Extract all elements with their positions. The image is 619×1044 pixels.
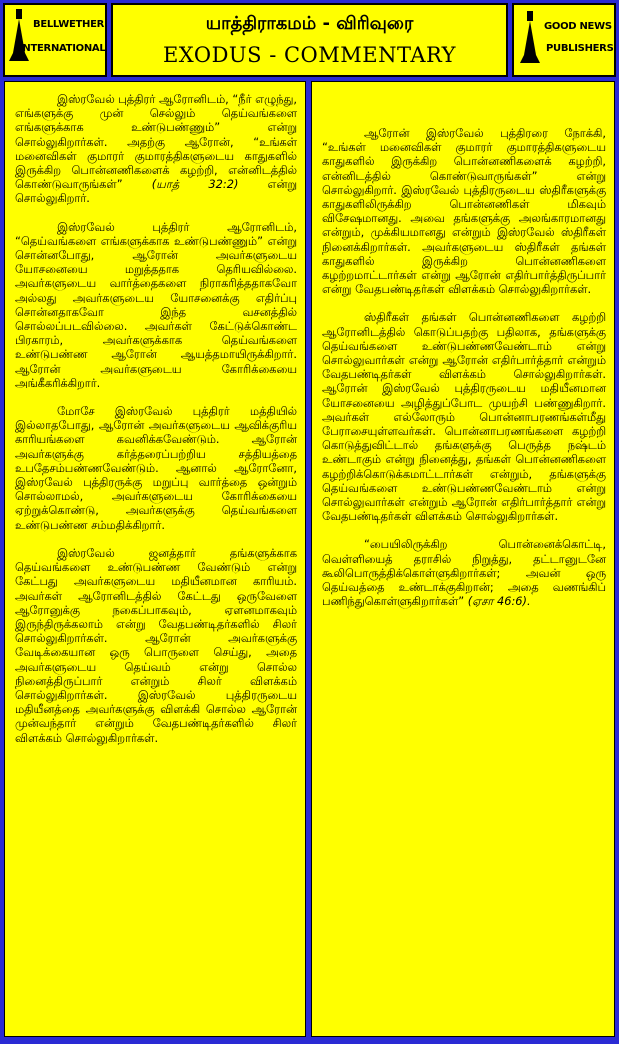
tower-icon: [514, 5, 614, 75]
paragraph-text: இஸ்ரவேல் புத்திரர் ஆரோனிடம், “நீர் எழுந்து, எங்களுக்கு முன் செல்லும் தெய்வங்களை எங்களுக்காக உண்டுபண்ணும்” என்று சொல்லுகிறார்கள். அதற்கு ஆரோன், “உங்கள் மனைவிகள் குமாரர் குமாரத்திகளுடைய காதுகளில் இருக்கிற பொன்னணிகளைக் கழற்றி, என்னிடத்தில் கொண்டுவாருங்கள்”: [15, 92, 298, 192]
paragraph: மோசே இஸ்ரவேல் புத்திரர் மத்தியில் இல்லாதபோது, ஆரோன் அவர்களுடைய ஆவிக்குரிய காரியங்களை கவனிக்கவேண்டும். ஆரோன் அவர்களுக்கு கர்த்தரைப்பற்றிய சத்தியத்தை உபதேசம்பண்ணவேண்டும். ஆனால் ஆரோனோ, இஸ்ரவேல் புத்திரருக்கு மறுப்பு வார்த்தை ஒன்றும் சொல்லாமல், அவர்களுடைய கோரிக்கையை ஏற்றுக்கொண்டு, அவர்களுக்கு தெய்வங்களை உண்டுபண்ண சம்மதிக்கிறார்.: [15, 404, 297, 532]
scripture-reference: (யாத் 32:2): [151, 177, 239, 192]
tower-icon: [5, 5, 105, 75]
bellwether-logo-box: [3, 3, 107, 77]
paragraph-text-after: என்று சொல்லுகிறார்.: [15, 177, 297, 206]
paragraph: [322, 537, 606, 608]
paragraph: இஸ்ரவேல் ஜனத்தார் தங்களுக்காக தெய்வங்களை உண்டுபண்ண வேண்டும் என்று கேட்பது அவர்களுடைய மதியீனமான காரியம். அவர்கள் ஆரோனிடத்தில் கேட்டது ஒருவேளை ஆரோனுக்கு நகைப்பாகவும், ஏளனமாகவும் இருந்திருக்கலாம் என்று வேதபண்டிதர்களில் சிலர் சொல்லுகிறார்கள். ஆரோன் அவர்களுக்கு வேடிக்கையான ஒரு பொருளை செய்து, அதை அவர்களுடைய தெய்வம் என்று சொல்ல நினைத்திருப்பார் என்றும் சிலர் விளக்கம் சொல்லுகிறார்கள். இஸ்ரவேல் புத்திரருடைய மதியீனத்தை அவர்களுக்கு விளக்கி சொல்ல ஆரோன் முன்வந்தார் என்றும் வேதபண்டிதர்களில் சிலர் விளக்கம் சொல்லுகிறார்கள்.: [15, 545, 297, 745]
good-news-logo-box: [512, 3, 616, 77]
right-column: [311, 81, 615, 1037]
header-bar: [3, 3, 616, 77]
left-logo-line2: INTERNATIONAL: [19, 43, 106, 54]
paragraph: இஸ்ரவேல் புத்திரர் ஆரோனிடம், “தெய்வங்களை எங்களுக்காக உண்டுபண்ணும்” என்று சொன்னபோது, ஆரோன் அவர்களுடைய யோசனையை மறுத்ததாக தெரியவில்லை. அவர்களுடைய வார்த்தைகளை நிராகரித்ததாகவோ அல்லது அவர்களுடைய யோசனைக்கு எதிர்ப்பு சொன்னதாகவோ இந்த வசனத்தில் சொல்லப்படவில்லை. அவர்கள் கேட்டுக்கொண்ட பிரகாரம், அவர்களுக்காக தெய்வங்களை உண்டுபண்ண ஆரோன் ஆயத்தமாயிருக்கிறார். ஆரோன் அவர்களுடைய கோரிக்கையை அங்கீகரிக்கிறார்.: [15, 219, 297, 390]
title-english: EXODUS - COMMENTARY: [162, 43, 457, 67]
right-logo-line1: GOOD NEWS: [544, 21, 612, 32]
right-logo-line2: PUBLISHERS: [546, 43, 614, 54]
left-logo-line1: BELLWETHER: [33, 19, 105, 30]
title-tamil: யாத்திராகமம் - விரிவுரை: [205, 13, 414, 34]
title-box: [111, 3, 508, 77]
scripture-reference: (ஏசா 46:6).: [467, 594, 531, 609]
left-column: [4, 81, 306, 1037]
paragraph: [15, 92, 297, 206]
paragraph-text: “பையிலிருக்கிற பொன்னைக்கொட்டி, வெள்ளியைத் தராசில் நிறுத்து, தட்டானுடனே கூலிபொருத்திக்கொள்ளுகிறார்கள்; அவன் ஒரு தெய்வத்தை உண்டாக்குகிறான்; அதை வணங்கிப் பணிந்துகொள்ளுகிறார்கள்”: [322, 537, 606, 609]
paragraph: ஆரோன் இஸ்ரவேல் புத்திரரை நோக்கி, “உங்கள் மனைவிகள் குமாரர் குமாரத்திகளுடைய காதுகளில் இருக்கிற பொன்னணிகளைக் கழற்றி, என்னிடத்தில் கொண்டுவாருங்கள்” என்று சொல்லுகிறார். இஸ்ரவேல் புத்திரருடைய ஸ்திரீகளுக்கு காதுகளிலிருக்கிற பொன்னணிகள் மிகவும் விசேஷமானது. அவை தங்களுக்கு அலங்காரமானது என்றும், முக்கியமானது என்றும் இஸ்ரவேல் ஸ்திரீகள் நினைக்கிறார்கள். அவர்களுடைய ஸ்திரீகள் தங்கள் காதுகளில் இருக்கிற பொன்னணிகளை கழற்றமாட்டார்கள் என்று ஆரோன் எதிர்பார்த்திருப்பார் என்று வேதபண்டிதர்கள் விளக்கம் சொல்லுகிறார்கள்.: [322, 126, 606, 297]
paragraph: ஸ்திரீகள் தங்கள் பொன்னணிகளை கழற்றி ஆரோனிடத்தில் கொடுப்பதற்கு பதிலாக, தங்களுக்கு தெய்வங்களை உண்டுபண்ணவேண்டாம் என்று சொல்லுவார்கள் என்று ஆரோன் எதிர்பார்த்தார் என்றும் வேதபண்டிதர்கள் விளக்கம் சொல்லுகிறார்கள். ஆரோன் இஸ்ரவேல் புத்திரருடைய மதியீனமான யோசனையை அழித்துப்போட முயற்சி பண்ணுகிறார். அவர்கள் எல்லோரும் பொன்னாபரணங்கள்மீது பேராசையுள்ளவர்கள். பொன்னாபரணங்களை கழற்றி கொடுத்துவிட்டால் தங்களுக்கு பெருத்த நஷ்டம் உண்டாகும் என்று நினைத்து, தங்கள் பொன்னணிகளை கழற்றிக்கொடுக்கமாட்டார்கள் என்றும், தங்களுக்கு தெய்வங்களை உண்டுபண்ணவேண்டாம் என்று சொல்லுவார்கள் என்றும் ஆரோன் எதிர்பார்த்தார் என்று வேதபண்டிதர்கள் விளக்கம் சொல்லுகிறார்கள்.: [322, 310, 606, 524]
